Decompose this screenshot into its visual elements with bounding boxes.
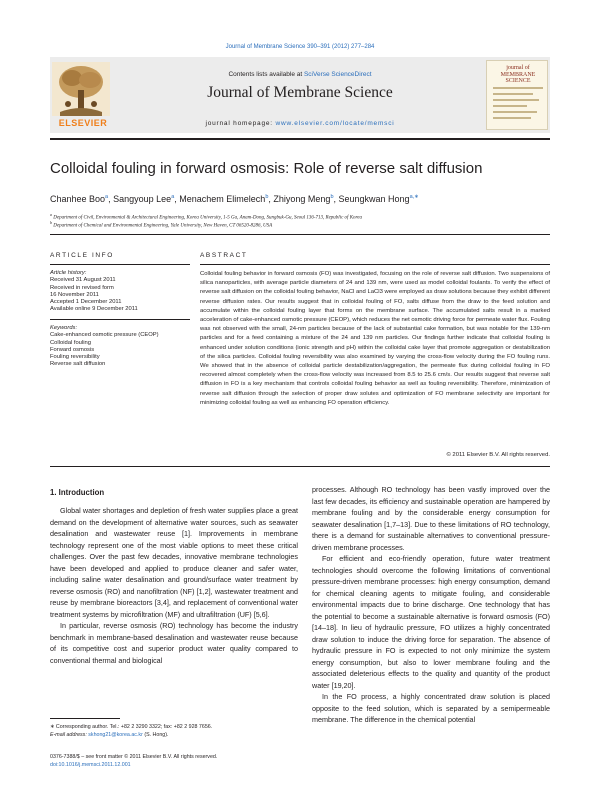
article-info-divider xyxy=(50,319,190,320)
history-item: Received 31 August 2011 xyxy=(50,277,116,284)
homepage-link[interactable]: www.elsevier.com/locate/memsci xyxy=(275,120,395,127)
author-list: Chanhee Boo$^a$, Sangyoup Lee$^a$, Menachem Elimelech$^b$, Zhiyong Meng$^b$, Seungkwan Hong$^{a,∗}$ xyxy=(50,194,419,204)
author[interactable]: Seungkwan Hong$^{a,∗}$ xyxy=(338,194,419,204)
elsevier-logo-icon xyxy=(50,60,112,126)
journal-title: Journal of Membrane Science xyxy=(207,84,393,101)
affiliation: $^b$ Department of Chemical and Environmental Engineering, Yale University, New Haven, CT 06520-8286, USA xyxy=(50,220,273,229)
cover-rule xyxy=(493,117,531,119)
keywords xyxy=(50,325,190,369)
paragraph: Global water shortages and depletion of fresh water supplies place a great demand on the development of alternative water sources, such as seawater desalination and wastewater reuse [1]. Improvements in membrane technology represent one of the most viable options to meet these critical challenges. Over the past few decades, innovative membrane technologies have been developed and applied to produce cleaner and safer water, including saline water desalination and ground/surface water treatment by reverse osmosis (RO) and nanofiltration (NF) [1,2], wastewater treatment and reuse by membrane bioreactors [3,4], and replacement of conventional water treatment systems by microfiltration (MF) and ultrafiltration (UF) [5,6]. xyxy=(50,506,298,619)
journal-citation xyxy=(0,44,600,50)
issn-line: 0376-7388/$ – see front matter © 2011 Elsevier B.V. All rights reserved. xyxy=(50,754,218,760)
abstract-text: Colloidal fouling behavior in forward osmosis (FO) was investigated, focusing on the role of reverse salt diffusion. Two suspensions of silica nanoparticles, with average particle diameters of 24 and 139 nm, were used as model colloidal foulants. To verify the effect of reverse salt diffusion on the colloidal fouling behavior, NaCl and LaCl3 were employed as draw solutions because they exhibit different reverse diffusion rates. Our results suggest that in colloidal fouling of FO, salts diffuse from the draw to the feed solution and accumulate within the colloidal fouling layer that forms on the membrane surface. The accumulated salts result in a marked acceleration of cake-enhanced osmotic pressure (CEOP), which reduces the net osmotic driving force for permeate water flux. Fouling was not observed with the small, 24-nm particles because of the lack of substantial cake formation, but was notable for the 139-nm particles and for a feed containing a mixture of the 24 and 139 nm particles. Our findings further indicate that colloidal fouling is enhanced under solution conditions (ionic strength and pH) within the colloidal cake layer that promote aggregation or destabilization of the silica particles. Colloidal fouling reversibility was also examined by varying the cross-flow velocity during the FO fouling runs. We showed that in the absence of colloidal particle destabilization/aggregation, the permeate flux during colloidal fouling in FO recovered almost completely when the cross-flow velocity was increased from 8.5 to 25.6 cm/s. Our results suggest that reverse salt diffusion in FO is a key mechanism that controls colloidal fouling behavior as well as fouling reversibility. Therefore, minimization of reverse salt diffusion through the selection of proper draw solutes and optimization of FO membrane selectivity are important for minimizing colloidal fouling as well as enhancing FO operation efficiency. xyxy=(200,271,550,406)
abstract-divider xyxy=(200,264,550,265)
corresponding-author-note: ∗ Corresponding author. Tel.: +82 2 3290 3322; fax: +82 2 928 7656. xyxy=(50,724,213,730)
author[interactable]: Chanhee Boo$^a$ xyxy=(50,194,109,204)
history-item: 16 November 2011 xyxy=(50,291,99,298)
citation-link[interactable]: Journal of Membrane Science 390–391 (2012) 277–284 xyxy=(225,44,375,50)
contents-line: Contents lists available at SciVerse ScienceDirect xyxy=(228,71,372,78)
cover-title: journal of MEMBRANE SCIENCE xyxy=(500,65,536,84)
keyword: Colloidal fouling xyxy=(50,339,91,346)
doi-link[interactable]: doi:10.1016/j.memsci.2011.12.001 xyxy=(50,762,131,768)
keyword: Reverse salt diffusion xyxy=(50,361,106,368)
article-history xyxy=(50,270,190,314)
email-note: E-mail address: skhong21@korea.ac.kr (S. Hong). xyxy=(50,732,169,738)
journal-homepage: journal homepage: www.elsevier.com/locate/memsci xyxy=(205,120,395,127)
paragraph: In the FO process, a highly concentrated draw solution is placed opposite to the feed solution, which is separated by a semipermeable membrane. The difference in the chemical potential xyxy=(312,692,550,724)
header-divider xyxy=(50,138,550,140)
introduction-heading: 1. Introduction xyxy=(50,488,105,497)
history-label: Article history: xyxy=(50,270,87,276)
intro-right-column xyxy=(312,484,550,726)
cover-rule xyxy=(493,111,537,113)
article-info-heading: ARTICLE INFO xyxy=(50,252,114,259)
section-divider xyxy=(50,234,550,235)
history-item: Available online 9 December 2011 xyxy=(50,306,138,313)
paragraph: For efficient and eco-friendly operation, future water treatment technologies should overcome the following limitations of conventional pressure-driven membrane processes: high energy consumption, demand for chemical cleaning agents to mitigate fouling, and considerable environmental impacts due to brine discharge. One technology that has the potential to become a sustainable alternative is forward osmosis (FO) [14–18]. In lieu of hydraulic pressure, FO utilizes a highly concentrated draw solution to induce the driving force for separation. The absence of hydraulic pressure in FO is expected to not only minimize the system energy consumption, but also to lower membrane fouling and the associated deleterious effects to the quality and quantity of the product water [19,20]. xyxy=(312,554,550,690)
doi-line xyxy=(50,762,300,768)
keyword: Cake-enhanced osmotic pressure (CEOP) xyxy=(50,332,159,339)
paragraph: In particular, reverse osmosis (RO) technology has become the industry benchmark in membrane-based desalination and wastewater reuse because of its competitive cost and superior product water quality compared to conventional thermal and biological xyxy=(50,621,298,665)
abstract-copyright: © 2011 Elsevier B.V. All rights reserved. xyxy=(446,452,550,458)
author[interactable]: Zhiyong Meng$^b$ xyxy=(273,194,334,204)
article-info-divider xyxy=(50,264,190,265)
keywords-label: Keywords: xyxy=(50,325,78,331)
abstract-heading: ABSTRACT xyxy=(200,252,248,259)
keyword: Fouling reversibility xyxy=(50,354,100,361)
author[interactable]: Sangyoup Lee$^a$ xyxy=(113,194,175,204)
journal-cover-thumbnail xyxy=(486,60,548,130)
keyword: Forward osmosis xyxy=(50,346,95,353)
paragraph: processes. Although RO technology has been vastly improved over the last few decades, its efficiency and sustainable operation are hampered by membrane fouling and by the considerable energy consumption for seawater desalination [1,7–13]. Due to these limitations of RO technology, there is a demand for sustainable alternatives to conventional pressure-driven membrane processes. xyxy=(312,485,550,552)
author[interactable]: Menachem Elimelech$^b$ xyxy=(179,194,269,204)
cover-rule xyxy=(493,93,533,95)
history-item: Received in revised form xyxy=(50,284,114,291)
intro-left-column xyxy=(50,505,298,666)
article-title: Colloidal fouling in forward osmosis: Role of reverse salt diffusion xyxy=(50,160,483,177)
sciverse-link[interactable]: SciVerse ScienceDirect xyxy=(303,71,372,78)
email-link[interactable]: skhong21@korea.ac.kr xyxy=(88,732,143,738)
history-item: Accepted 1 December 2011 xyxy=(50,299,122,306)
affiliation: $^a$ Department of Civil, Environmental & Architectural Engineering, Korea University, 1-5 Ga, Anam-Dong, Sungbuk-Gu, Seoul 136-713, Republic of Korea xyxy=(50,212,363,221)
publisher-name: ELSEVIER xyxy=(58,118,108,128)
cover-rule xyxy=(493,99,539,101)
cover-rule xyxy=(493,105,527,107)
abstract-bottom-divider xyxy=(50,466,550,467)
footnote-divider xyxy=(50,718,120,719)
cover-rule xyxy=(493,87,543,89)
